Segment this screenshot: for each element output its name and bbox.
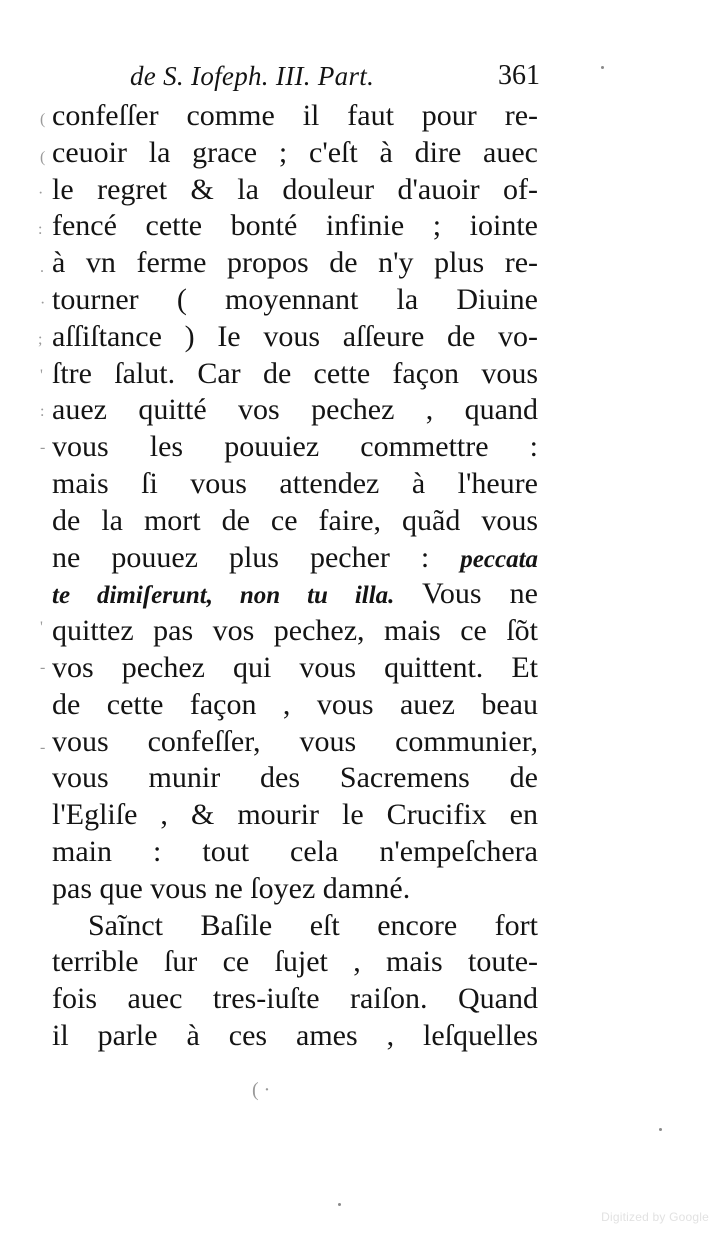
margin-bleed-mark: (: [40, 149, 46, 166]
text-line: il parle à ces ames , leſquelles: [52, 1018, 538, 1052]
text-line: le regret & la douleur d'auoir of-: [52, 172, 538, 206]
paragraph-start-line: Saĩnct Baſile eſt encore fort: [88, 908, 538, 942]
margin-bleed-mark: ;: [38, 331, 43, 348]
body-text: [52, 98, 538, 1055]
margin-bleed-mark: .: [40, 259, 44, 276]
margin-bleed-mark: ·: [38, 185, 44, 202]
margin-bleed-mark: -: [40, 739, 46, 756]
text-line: vos pechez qui vous quittent. Et: [52, 650, 538, 684]
text-line: mais ſi vous attendez à l'heure: [52, 466, 538, 500]
margin-bleed-mark: -: [40, 659, 46, 676]
margin-bleed-mark: ': [40, 367, 43, 384]
margin-bleed-mark: ·: [40, 295, 46, 312]
running-title: de S. Iofeph. III. Part.: [130, 61, 375, 91]
text-segment: ne pouuez plus pecher :: [52, 540, 430, 574]
text-segment: Vous ne: [422, 577, 538, 611]
paper-speck: [659, 1128, 662, 1131]
latin-quotation-start: peccata: [460, 545, 538, 573]
running-head: [130, 56, 540, 96]
text-line: ceuoir la grace ; c'eſt à dire auec: [52, 135, 538, 169]
paper-speck: [601, 66, 604, 69]
text-line: l'Egliſe , & mourir le Crucifix en: [52, 798, 538, 832]
text-line: vous munir des Sacremens de: [52, 761, 538, 795]
margin-bleed-mark: (: [40, 111, 46, 128]
text-line: main : tout cela n'empeſchera: [52, 834, 538, 868]
text-line: confeſſer comme il faut pour re-: [52, 99, 538, 132]
text-line: de la mort de ce faire, quãd vous: [52, 503, 538, 537]
text-line: vous les pouuiez commettre :: [52, 430, 538, 464]
latin-quotation-end: te dimiſerunt, non tu illa.: [52, 582, 395, 610]
paragraph-end-line: pas que vous ne ſoyez damné.: [52, 871, 411, 905]
margin-bleed-mark: ': [40, 619, 43, 636]
text-line: ſtre ſalut. Car de cette façon vous: [52, 356, 538, 390]
text-line: quittez pas vos pechez, mais ce ſõt: [52, 614, 538, 648]
text-line: fencé cette bonté infinie ; iointe: [52, 209, 538, 243]
text-line: vous confeſſer, vous communier,: [52, 724, 538, 758]
page-number: 361: [498, 60, 540, 91]
text-line: aſſiſtance ) Ie vous aſſeure de vo-: [52, 319, 538, 353]
text-line-with-latin: [52, 576, 538, 613]
margin-bleed-mark: :: [38, 221, 43, 238]
text-line-with-latin: [52, 540, 538, 577]
text-line: terrible ſur ce ſujet , mais toute-: [52, 945, 538, 979]
text-line: auez quitté vos pechez , quand: [52, 393, 538, 427]
margin-bleed-mark: -: [40, 439, 46, 456]
text-line: fois auec tres-iuſte raiſon. Quand: [52, 982, 538, 1016]
watermark: Digitized by Google: [601, 1210, 709, 1224]
text-line: à vn ferme propos de n'y plus re-: [52, 246, 538, 280]
margin-bleed-mark: :: [40, 403, 45, 420]
text-line: tourner ( moyennant la Diuine: [52, 282, 538, 316]
text-line: de cette façon , vous auez beau: [52, 687, 538, 721]
paper-speck: [338, 1203, 341, 1206]
margin-bleed-mark: ( ·: [252, 1079, 271, 1101]
